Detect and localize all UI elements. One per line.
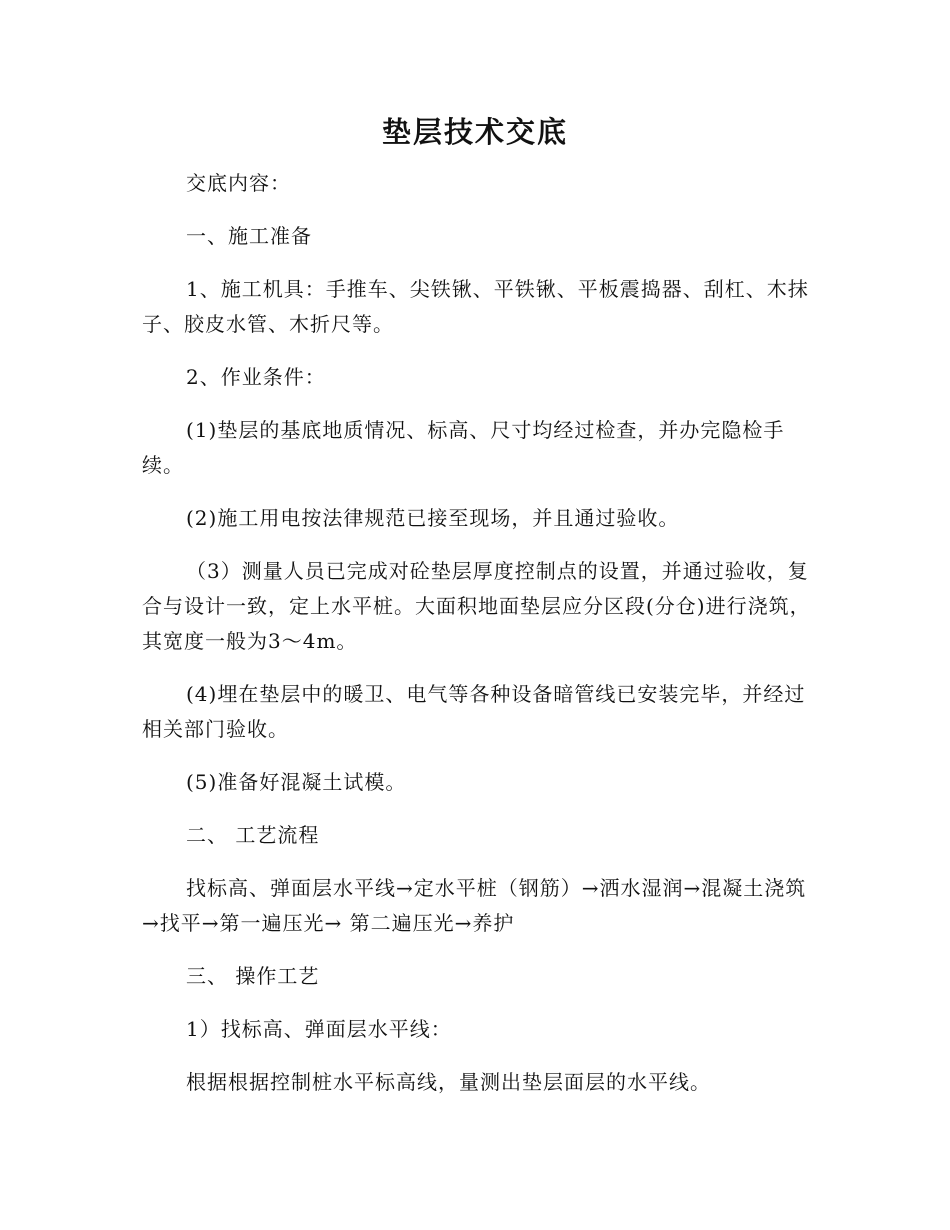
document-body	[142, 166, 812, 1118]
heading-process-flow: 二、 工艺流程	[186, 823, 320, 847]
heading-work-conditions: 2、作业条件：	[186, 365, 326, 389]
heading-preparation: 一、施工准备	[186, 224, 312, 248]
paragraph-tools: 1、施工机具：手推车、尖铁锹、平铁锹、平板震捣器、刮杠、木抹子、胶皮水管、木折尺等。	[142, 277, 809, 336]
heading-operation: 三、 操作工艺	[186, 964, 320, 988]
paragraph-condition-2: (2)施工用电按法律规范已接至现场，并且通过验收。	[186, 506, 680, 530]
document-title: 垫层技术交底	[381, 115, 568, 149]
paragraph-condition-1: (1)垫层的基底地质情况、标高、尺寸均经过检查，并办完隐检手续。	[142, 418, 785, 477]
paragraph-intro: 交底内容：	[186, 171, 291, 195]
paragraph-condition-3: （3）测量人员已完成对砼垫层厚度控制点的设置，并通过验收，复合与设计一致，定上水平桩。大面积地面垫层应分区段(分仓)进行浇筑，其宽度一般为3～4m。	[142, 559, 811, 653]
paragraph-process-flow: 找标高、弹面层水平线→定水平桩（钢筋）→洒水湿润→混凝土浇筑→找平→第一遍压光→ 第二遍压光→养护	[142, 876, 807, 935]
paragraph-condition-4: (4)埋在垫层中的暖卫、电气等各种设备暗管线已安装完毕，并经过相关部门验收。	[142, 682, 806, 741]
paragraph-condition-5: (5)准备好混凝土试模。	[186, 770, 407, 794]
paragraph-find-elevation: 根据根据控制桩水平标高线，量测出垫层面层的水平线。	[186, 1070, 711, 1094]
heading-find-elevation: 1）找标高、弹面层水平线：	[186, 1017, 452, 1041]
